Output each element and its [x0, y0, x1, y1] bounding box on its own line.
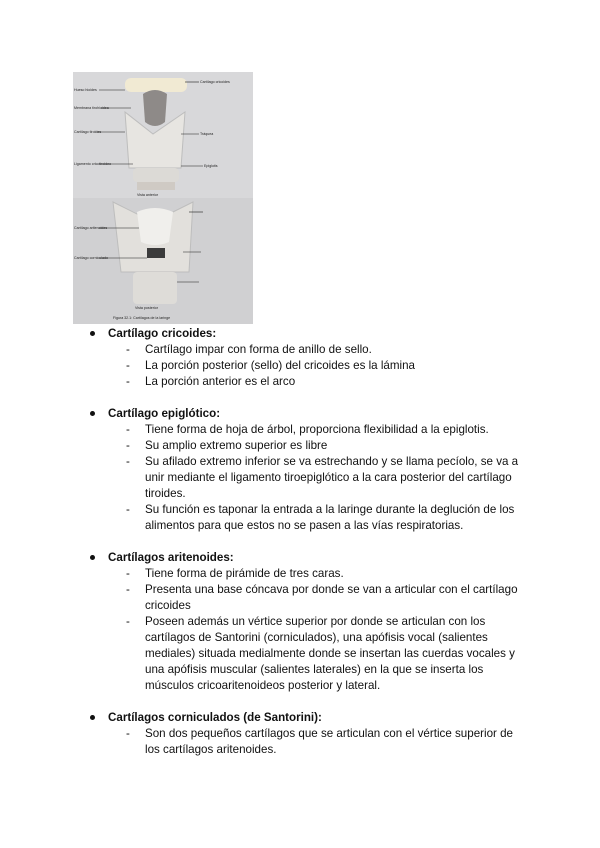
item-text: La porción posterior (sello) del cricoides es la lámina: [145, 359, 416, 372]
item-list: [88, 342, 528, 390]
caption-top: Vista anterior: [137, 193, 159, 197]
list-item: [88, 438, 528, 454]
larynx-photo: [73, 72, 253, 324]
item-list: [88, 726, 528, 758]
dash-icon: -: [126, 439, 130, 452]
item-text: Cartílago impar con forma de anillo de sello.: [145, 343, 372, 356]
dash-icon: -: [126, 375, 130, 388]
item-text: Su amplio extremo superior es libre: [145, 439, 328, 452]
item-text: Tiene forma de pirámide de tres caras.: [145, 567, 344, 580]
item-text: La porción anterior es el arco: [145, 375, 296, 388]
bullet-icon: [90, 715, 95, 720]
item-text: Tiene forma de hoja de árbol, proporciona flexibilidad a la epiglotis.: [145, 423, 489, 436]
item-text: Presenta una base cóncava por donde se van a articular con el cartílago cricoides: [145, 583, 518, 612]
section-heading: [88, 406, 528, 422]
hyoid-bone-shape: [125, 78, 187, 92]
list-item: [88, 582, 528, 614]
bullet-icon: [90, 331, 95, 336]
trachea-shape: [133, 272, 177, 304]
section-cricoides: [88, 326, 528, 390]
dash-icon: -: [126, 359, 130, 372]
dash-icon: -: [126, 727, 130, 740]
section-epiglotico: [88, 406, 528, 534]
dash-icon: -: [126, 583, 130, 596]
epiglottis-shape: [143, 90, 167, 126]
bullet-icon: [90, 411, 95, 416]
dash-icon: -: [126, 455, 130, 468]
item-text: Son dos pequeños cartílagos que se articulan con el vértice superior de los cartílagos aritenoides.: [145, 727, 514, 756]
list-item: [88, 342, 528, 358]
item-text: Su afilado extremo inferior se va estrechando y se llama pecíolo, se va a unir mediante el ligamento tiroepiglótico a la cara posterior del cartílago tiroides.: [145, 455, 519, 500]
heading-text: Cartílagos corniculados (de Santorini):: [108, 711, 322, 724]
larynx-figure: [73, 72, 253, 324]
label-2: Cartílago tiroides: [74, 130, 102, 134]
item-text: Poseen además un vértice superior por donde se articulan con los cartílagos de Santorini (corniculados), una apófisis vocal (salientes mediales) situada medialmente donde se insertan las cuerdas vocales y una apófisis muscular (salientes laterales) en la que se inserta los músculos cricoaritenoideos posterior y lateral.: [145, 615, 515, 692]
label-5: Tráquea: [200, 132, 214, 136]
dash-icon: -: [126, 615, 130, 628]
list-item: [88, 454, 528, 502]
cricoid-shape: [133, 168, 179, 182]
label-0: Hueso hioides: [74, 88, 97, 92]
section-heading: [88, 710, 528, 726]
arytenoid-shape: [147, 248, 165, 258]
label-7: Cartílago aritenoides: [74, 226, 108, 230]
list-item: [88, 358, 528, 374]
caption-sub: Figura 32.1: Cartílagos de la laringe: [113, 316, 171, 320]
heading-text: Cartílago cricoides:: [108, 327, 217, 340]
dash-icon: -: [126, 503, 130, 516]
heading-text: Cartílago epiglótico:: [108, 407, 221, 420]
heading-text: Cartílagos aritenoides:: [108, 551, 234, 564]
label-3: Ligamento cricotiroideo: [74, 162, 112, 166]
list-item: [88, 566, 528, 582]
list-item: [88, 422, 528, 438]
list-item: [88, 614, 528, 694]
item-text: Su función es taponar la entrada a la laringe durante la deglución de los alimentos para que estos no se pasen a las vías respiratorias.: [145, 503, 515, 532]
section-aritenoides: [88, 550, 528, 694]
label-4: Cartílago cricoides: [200, 80, 230, 84]
caption-bottom: Vista posterior: [135, 306, 158, 310]
item-list: [88, 566, 528, 694]
section-corniculados: [88, 710, 528, 758]
notes-content: [88, 326, 528, 774]
dash-icon: -: [126, 423, 130, 436]
dash-icon: -: [126, 343, 130, 356]
list-item: [88, 374, 528, 390]
bullet-icon: [90, 555, 95, 560]
dash-icon: -: [126, 567, 130, 580]
label-1: Membrana tirohioidea: [74, 106, 109, 110]
section-heading: [88, 550, 528, 566]
list-item: [88, 502, 528, 534]
label-6: Epiglotis: [204, 164, 218, 168]
section-heading: [88, 326, 528, 342]
item-list: [88, 422, 528, 534]
label-8: Cartílago corniculado: [74, 256, 108, 260]
list-item: [88, 726, 528, 758]
